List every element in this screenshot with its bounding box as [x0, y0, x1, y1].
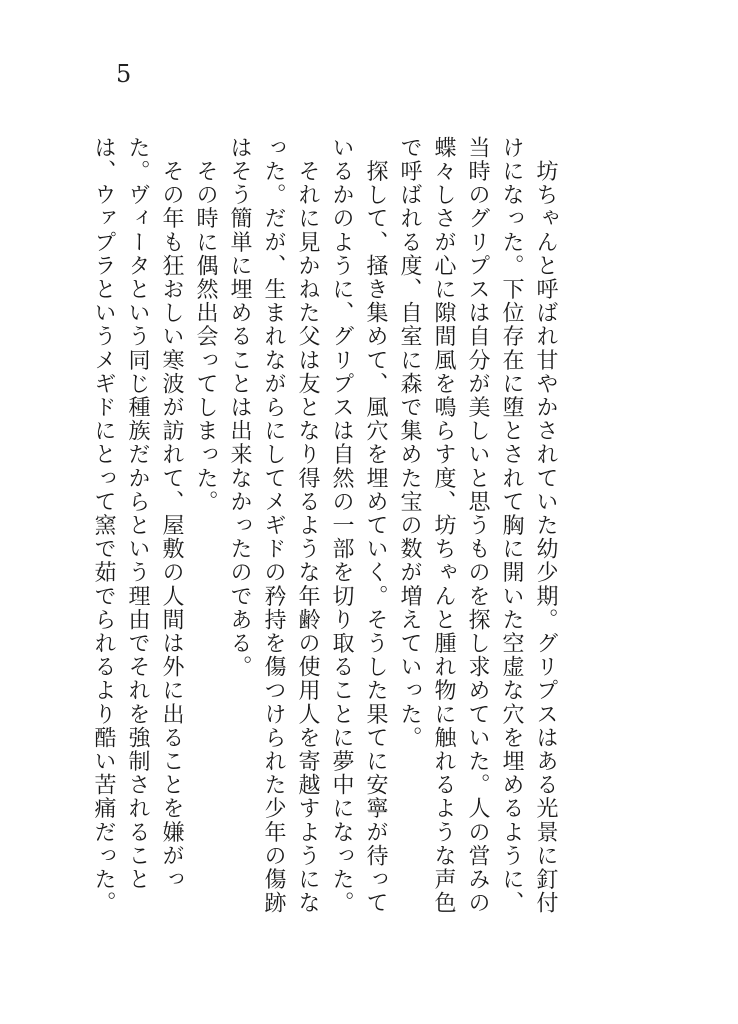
paragraph: その時に偶然出会ってしまった。	[193, 136, 218, 514]
paragraph: その年も狂おしい寒波が訪れて、屋敷の人間は外に出ることを嫌がった。ヴィータという同じ種族だからという理由でそれを強制されることは、ウァプラというメギドにとって窯で茹でられるより酷い苦痛だった。	[91, 136, 184, 915]
paragraph: それに見かねた父は友となり得るような年齢の使用人を寄越すようになった。だが、生まれながらにしてメギドの矜持を傷つけられた少年の傷跡はそう簡単に埋めることは出来なかったのである。	[227, 136, 320, 915]
body-text	[0, 136, 562, 936]
paragraph: 坊ちゃんと呼ばれ甘やかされていた幼少期。グリプスはある光景に釘付けになった。下位存在に堕とされて胸に開いた空虚な穴を埋めるように、当時のグリプスは自分が美しいと思うものを探し求めていた。人の営みの蝶々しさが心に隙間風を鳴らす度、坊ちゃんと腫れ物に触れるような声色で呼ばれる度、自室に森で集めた宝の数が増えていった。	[397, 136, 558, 915]
paragraph: 探して、掻き集めて、風穴を埋めていく。そうした果てに安寧が待っているかのように、グリプスは自然の一部を切り取ることに夢中になった。	[329, 136, 388, 915]
page-number: 5	[116, 60, 132, 88]
